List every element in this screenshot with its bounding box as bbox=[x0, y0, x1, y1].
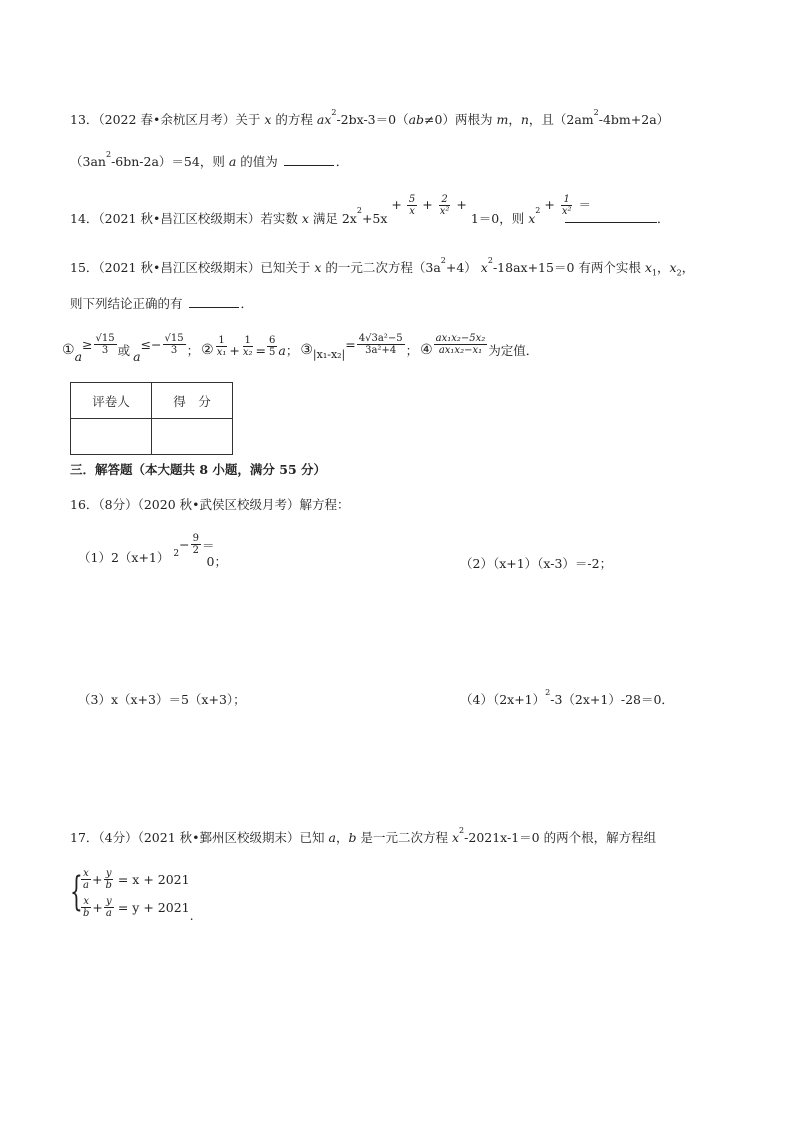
score-header-score: 得 分 bbox=[152, 383, 233, 419]
score-table bbox=[70, 382, 233, 455]
q17-eq2: $\frac{x}{b}$ + $\frac{y}{a}$ = y + 2021 . bbox=[83, 896, 194, 923]
q15-opt2: ② $\frac{1}{\text{x₁}}$ + $\frac{1}{\text{x₂}}$ = $\frac{6}{5}$ a ； bbox=[201, 334, 299, 358]
system-brace: { bbox=[70, 869, 83, 915]
q14-line: 14．（2021 秋•昌江区校级期末）若实数 x 满足 $2x^2+5x$ + $\frac{5}{x}$ + $\frac{2}{\text{x²}}$ + 1＝0，则 $x^2$ + $\frac{1}{\text{x²}}$ ＝ ． bbox=[70, 194, 670, 226]
q14-frac3: $\frac{1}{\text{x²}}$ bbox=[561, 194, 572, 217]
q17-eq1: $\frac{x}{a}$ + $\frac{y}{b}$ = x + 2021 bbox=[83, 868, 190, 891]
q16-part3: （3）x（x+3）＝5（x+3）； bbox=[78, 692, 246, 707]
score-cell-grader[interactable] bbox=[71, 419, 152, 455]
q16-part4: $(4)(2x+1)^2-3(2x+1)-28=0$． bbox=[460, 688, 674, 707]
q16-title: 16．（8分）（2020 秋•武侯区校级月考）解方程： bbox=[70, 497, 350, 512]
q15-opt4: ④ $\frac{\text{ax₁x₂−5x₂}}{\text{ax₁x₂−x₁}}$ 为定值． bbox=[420, 332, 539, 358]
q13-line1: 13．（2022 春•余杭区月考）关于 x 的方程 $ax^2-2bx-3=0(ab\ne 0)$两根为 m，n，且$(2am^2-4bm+2a)$ bbox=[70, 108, 670, 127]
q13-answer-blank[interactable] bbox=[284, 155, 334, 166]
q15-opt3: ③ |x₁-x₂| = $\frac{\text{4√3a²−5}}{\text{3a²+4}}$ ； bbox=[300, 332, 419, 361]
score-header-grader: 评卷人 bbox=[71, 383, 152, 419]
q15-opt1: ① a ≥ $\frac{√15}{3}$ 或 a ≤− $\frac{√15}{3}$ ； bbox=[62, 332, 200, 364]
q17-line: 17．（4分）（2021 秋•鄞州区校级期末）已知 a，b 是一元二次方程 $x^2-2021x-1=0$ 的两个根，解方程组 bbox=[70, 826, 657, 845]
q15-line2: 则下列结论正确的有 ． bbox=[70, 296, 254, 311]
q15-answer-blank[interactable] bbox=[189, 297, 239, 308]
q16-part1: （1）2（x+1） 2 − $\frac{9}{2}$ ＝ 0； bbox=[78, 533, 227, 569]
section-3-title: 三．解答题（本大题共 8 小题，满分 55 分） bbox=[70, 462, 327, 477]
q15-line1: 15．（2021 秋•昌江区校级期末）已知关于 x 的一元二次方程$(3a^2+4)$ $x^2-18ax+15=0$ 有两个实根 $x_1$，$x_2$， bbox=[70, 256, 695, 278]
q15-options bbox=[62, 330, 538, 370]
q14-frac2: $\frac{2}{\text{x²}}$ bbox=[439, 194, 450, 217]
q16-part2: （2）（x+1）（x-3）＝-2； bbox=[460, 556, 613, 571]
q14-frac-group: + $\frac{5}{x}$ + $\frac{2}{\text{x²}}$ + bbox=[391, 194, 467, 217]
score-cell-score[interactable] bbox=[152, 419, 233, 455]
q14-frac3-group: + $\frac{1}{\text{x²}}$ ＝ bbox=[544, 194, 591, 217]
q13-line2: $(3an^2-6bn-2a)=54$，则 a 的值为 ． bbox=[70, 150, 349, 169]
q14-frac1: $\frac{5}{x}$ bbox=[408, 194, 416, 217]
